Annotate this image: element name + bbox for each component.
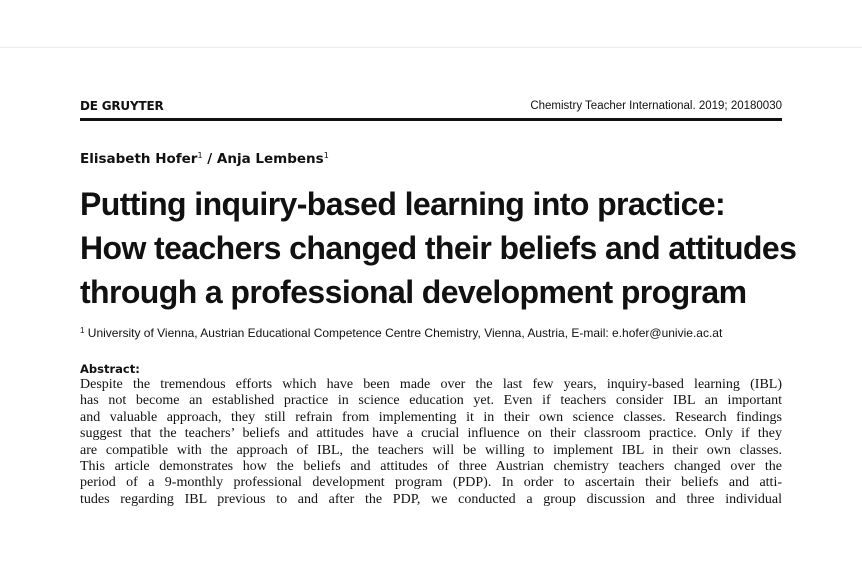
abstract-line: are compatible with the approach of IBL, the teachers will be willing to implement IBL in their own classes. [80,442,782,458]
paper-title [80,182,800,314]
top-divider [0,47,862,48]
abstract-line: suggest that the teachers’ beliefs and attitudes have a crucial influence on their classroom practice. Only if they [80,426,782,442]
journal-citation: Chemistry Teacher International. 2019; 20180030 [530,100,782,112]
author-line [80,151,329,167]
abstract-label: Abstract: [80,362,140,376]
abstract-line: Despite the tremendous efforts which have been made over the last few years, inquiry-based learning (IBL) [80,377,782,392]
author-separator: / [202,151,217,167]
author-name: Anja Lembens [216,151,324,167]
affiliation-marker: 1 [323,151,329,160]
publisher-name: DE GRUYTER [80,99,164,113]
abstract-line: period of a 9-monthly professional development program (PDP). In order to ascertain their beliefs and atti- [80,475,782,491]
page-header [80,98,782,121]
affiliation-text: University of Vienna, Austrian Educational Competence Centre Chemistry, Vienna, Austria, E-mail: e.hofer@univie.ac.at [84,326,723,340]
abstract-body [80,377,782,511]
affiliation-marker: 1 [80,326,85,335]
title-line: How teachers changed their beliefs and attitudes [80,230,797,266]
title-line: through a professional development program [80,274,747,310]
affiliation-marker: 1 [197,151,203,160]
affiliation [80,326,800,340]
author-name: Elisabeth Hofer [80,151,198,167]
abstract-line: has not become an established practice in science education yet. Even if teachers consider IBL an important [80,393,782,409]
title-line: Putting inquiry-based learning into practice: [80,186,726,222]
abstract-line: and valuable approach, they still refrain from implementing it in their own science classes. Research findings [80,409,782,425]
abstract-line: This article demonstrates how the beliefs and attitudes of three Austrian chemistry teachers changed over the [80,459,782,475]
abstract-line: tudes regarding IBL previous to and after the PDP, we conducted a group discussion and three individual [80,491,782,507]
